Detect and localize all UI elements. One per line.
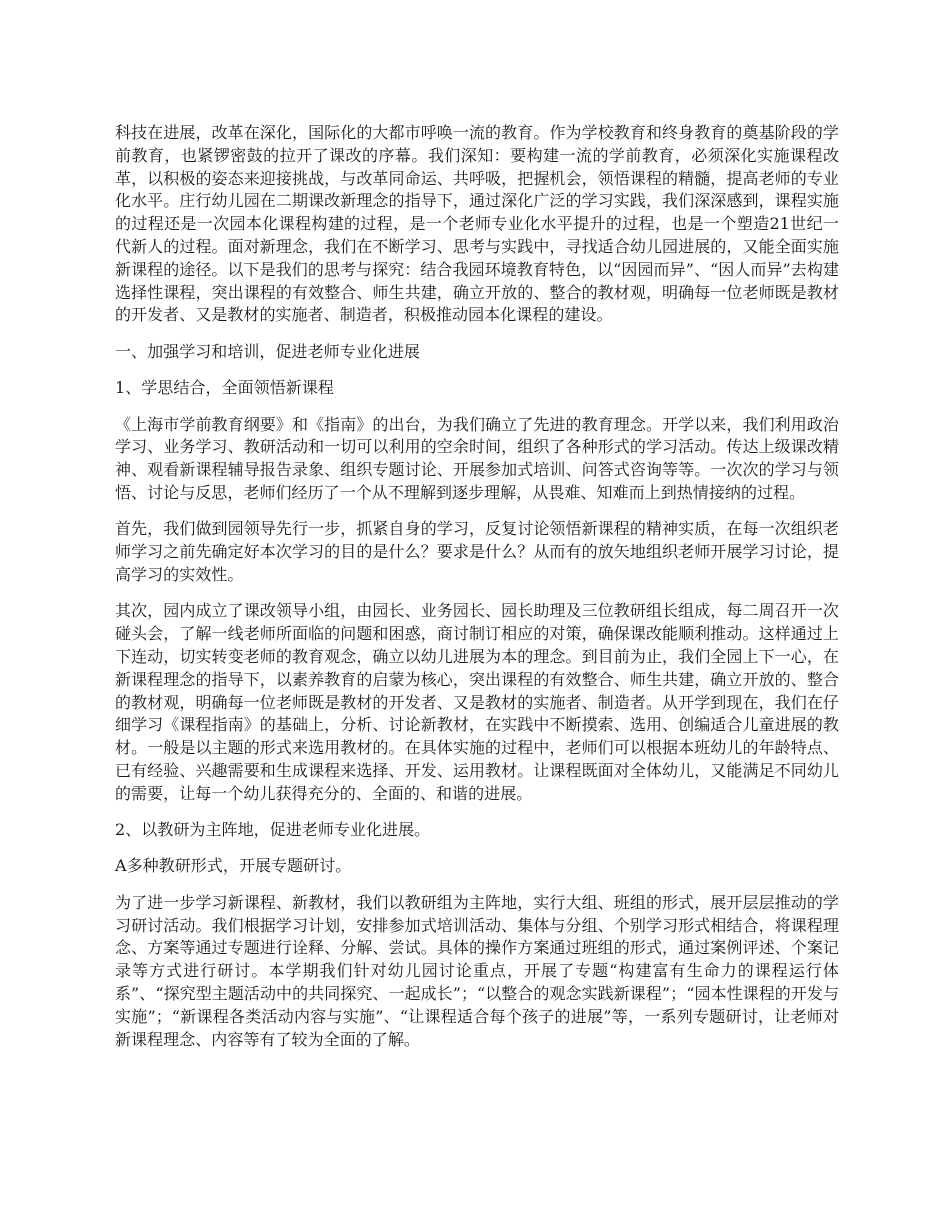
- section-heading-1: 一、加强学习和培训，促进老师专业化进展: [115, 341, 420, 361]
- intro-paragraph: 科技在进展，改革在深化，国际化的大都市呼唤一流的教育。作为学校教育和终身教育的奠基阶段的学前教育，也紧锣密鼓的拉开了课改的序幕。我们深知：要构建一流的学前教育，必须深化实施课程改革，以积极的姿态来迎接挑战，与改革同命运、共呼吸，把握机会，领悟课程的精髓，提高老师的专业化水平。庄行幼儿园在二期课改新理念的指导下，通过深化广泛的学习实践，我们深深感到，课程实施的过程还是一次园本化课程构建的过程，是一个老师专业化水平提升的过程，也是一个塑造21世纪一代新人的过程。面对新理念，我们在不断学习、思考与实践中，寻找适合幼儿园进展的，又能全面实施新课程的途径。以下是我们的思考与探究：结合我园环境教育特色，以“因园而异”、“因人而异”去构建选择性课程，突出课程的有效整合、师生共建，确立开放的、整合的教材观，明确每一位老师既是教材的开发者、又是教材的实施者、制造者，积极推动园本化课程的建设。: [115, 123, 839, 325]
- body-paragraph: 首先，我们做到园领导先行一步，抓紧自身的学习，反复讨论领悟新课程的精神实质，在每一次组织老师学习之前先确定好本次学习的目的是什么？要求是什么？从而有的放矢地组织老师开展学习讨论，提高学习的实效性。: [115, 519, 839, 584]
- document-page: [115, 122, 839, 1065]
- subsection-heading-2: 2、以教研为主阵地，促进老师专业化进展。: [115, 820, 431, 840]
- body-paragraph: 为了进一步学习新课程、新教材，我们以教研组为主阵地，实行大组、班组的形式，展开层层推动的学习研讨活动。我们根据学习计划，安排参加式培训活动、集体与分组、个别学习形式相结合，将课程理念、方案等通过专题进行诠释、分解、尝试。具体的操作方案通过班组的形式，通过案例评述、个案记录等方式进行研讨。本学期我们针对幼儿园讨论重点，开展了专题“构建富有生命力的课程运行体系”、“探究型主题活动中的共同探究、一起成长”；“以整合的观念实践新课程”；“园本性课程的开发与实施”；“新课程各类活动内容与实施”、“让课程适合每个孩子的进展”等，一系列专题研讨，让老师对新课程理念、内容等有了较为全面的了解。: [115, 892, 839, 1049]
- subsection-heading-1: 1、学思结合，全面领悟新课程: [115, 378, 334, 398]
- subsection-heading-2a: A多种教研形式，开展专题研讨。: [115, 856, 352, 876]
- body-paragraph: 《上海市学前教育纲要》和《指南》的出台，为我们确立了先进的教育理念。开学以来，我们利用政治学习、业务学习、教研活动和一切可以利用的空余时间，组织了各种形式的学习活动。传达上级课改精神、观看新课程辅导报告录象、组织专题讨论、开展参加式培训、问答式咨询等等。一次次的学习与领悟、讨论与反思，老师们经历了一个从不理解到逐步理解，从畏难、知难而上到热情接纳的过程。: [115, 414, 839, 502]
- body-paragraph: 其次，园内成立了课改领导小组，由园长、业务园长、园长助理及三位教研组长组成，每二周召开一次碰头会，了解一线老师所面临的问题和困惑，商讨制订相应的对策，确保课改能顺利推动。这样通过上下连动，切实转变老师的教育观念，确立以幼儿进展为本的理念。到目前为止，我们全园上下一心，在新课程理念的指导下，以素养教育的启蒙为核心，突出课程的有效整合、师生共建，确立开放的、整合的教材观，明确每一位老师既是教材的开发者、又是教材的实施者、制造者。从开学到现在，我们在仔细学习《课程指南》的基础上，分析、讨论新教材，在实践中不断摸索、选用、创编适合儿童进展的教材。一般是以主题的形式来选用教材的。在具体实施的过程中，老师们可以根据本班幼儿的年龄特点、已有经验、兴趣需要和生成课程来选择、开发、运用教材。让课程既面对全体幼儿，又能满足不同幼儿的需要，让每一个幼儿获得充分的、全面的、和谐的进展。: [115, 601, 839, 803]
